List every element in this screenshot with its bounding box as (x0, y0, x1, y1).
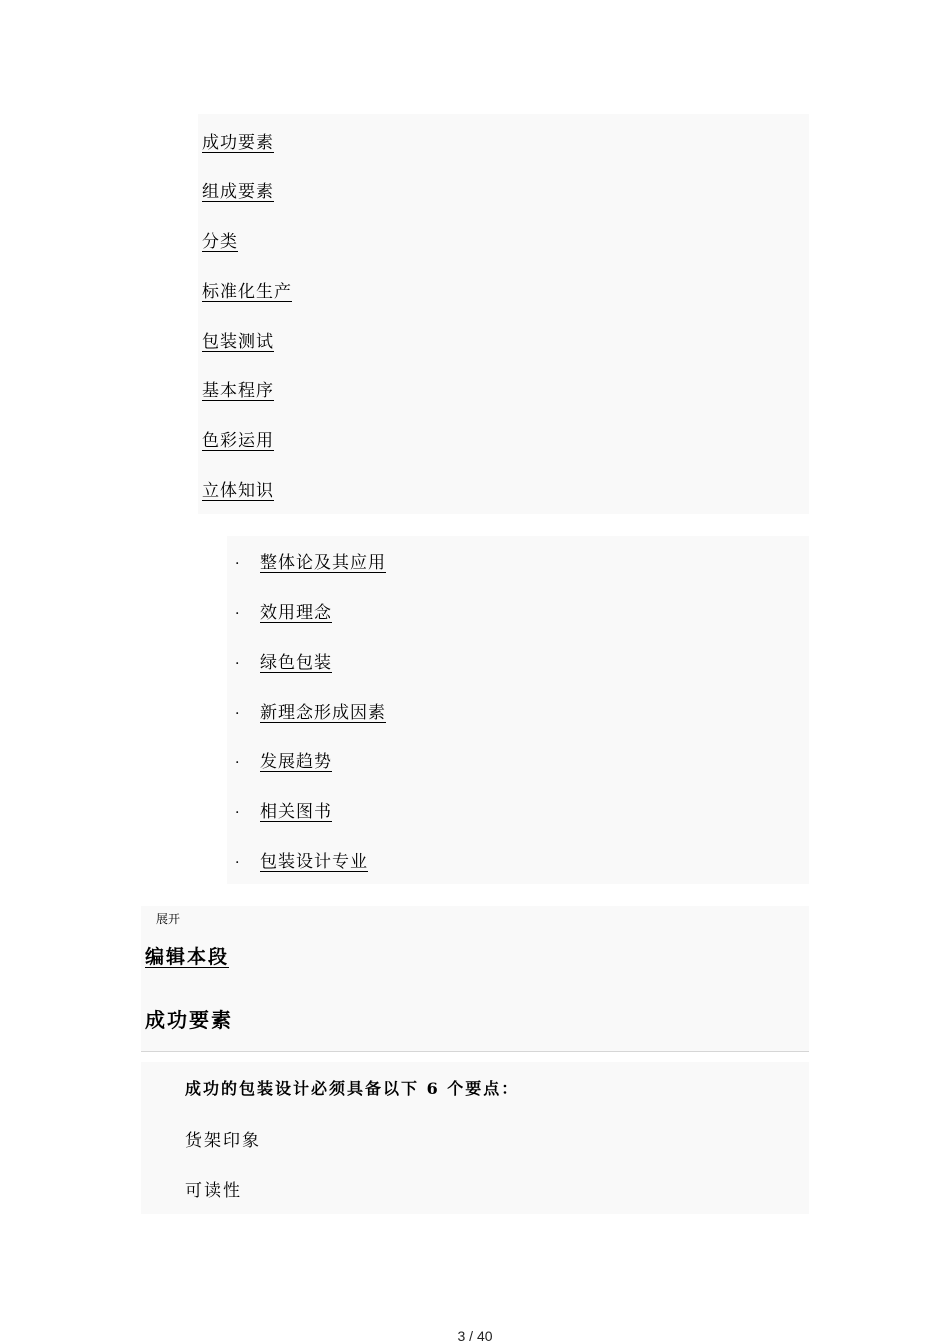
bullet-icon: · (235, 556, 241, 572)
sub-table-of-contents (227, 536, 809, 884)
bullet-icon: · (235, 706, 241, 722)
toc-link-color-usage[interactable]: 色彩运用 (202, 431, 274, 451)
section-body (141, 1062, 809, 1214)
bullet-icon: · (235, 656, 241, 672)
page-number: 3 / 40 (457, 1328, 493, 1344)
section-header (141, 906, 809, 1052)
paragraph-readability: 可读性 (185, 1181, 242, 1201)
table-of-contents (198, 114, 809, 514)
toc-link-holism[interactable]: 整体论及其应用 (260, 553, 386, 573)
section-title: 成功要素 (145, 1008, 233, 1032)
bullet-icon: · (235, 855, 241, 871)
paragraph-shelf-impression: 货架印象 (185, 1131, 261, 1151)
list-item (235, 747, 332, 772)
toc-link-classification[interactable]: 分类 (202, 232, 238, 252)
bullet-icon: · (235, 755, 241, 771)
toc-link-trends[interactable]: 发展趋势 (260, 752, 332, 772)
expand-toggle[interactable]: 展开 (156, 912, 181, 926)
toc-link-success-factors[interactable]: 成功要素 (202, 133, 274, 153)
toc-link-3d-knowledge[interactable]: 立体知识 (202, 481, 274, 501)
toc-link-standardized-production[interactable]: 标准化生产 (202, 282, 292, 302)
toc-link-components[interactable]: 组成要素 (202, 182, 274, 202)
bullet-icon: · (235, 606, 241, 622)
list-item (235, 797, 332, 822)
toc-link-green-packaging[interactable]: 绿色包装 (260, 653, 332, 673)
edit-section-link[interactable]: 编辑本段 (145, 946, 230, 968)
lead-paragraph: 成功的包装设计必须具备以下 6 个要点： (185, 1079, 520, 1098)
list-item (235, 548, 386, 573)
toc-link-packaging-design-major[interactable]: 包装设计专业 (260, 852, 368, 872)
bullet-icon: · (235, 805, 241, 821)
list-item (235, 648, 332, 673)
list-item (235, 847, 368, 872)
toc-link-packaging-testing[interactable]: 包装测试 (202, 332, 274, 352)
toc-link-new-concept-factors[interactable]: 新理念形成因素 (260, 703, 386, 723)
list-item (235, 598, 332, 623)
toc-link-basic-procedure[interactable]: 基本程序 (202, 381, 274, 401)
list-item (235, 698, 386, 723)
toc-link-utility-concept[interactable]: 效用理念 (260, 603, 332, 623)
toc-link-related-books[interactable]: 相关图书 (260, 802, 332, 822)
